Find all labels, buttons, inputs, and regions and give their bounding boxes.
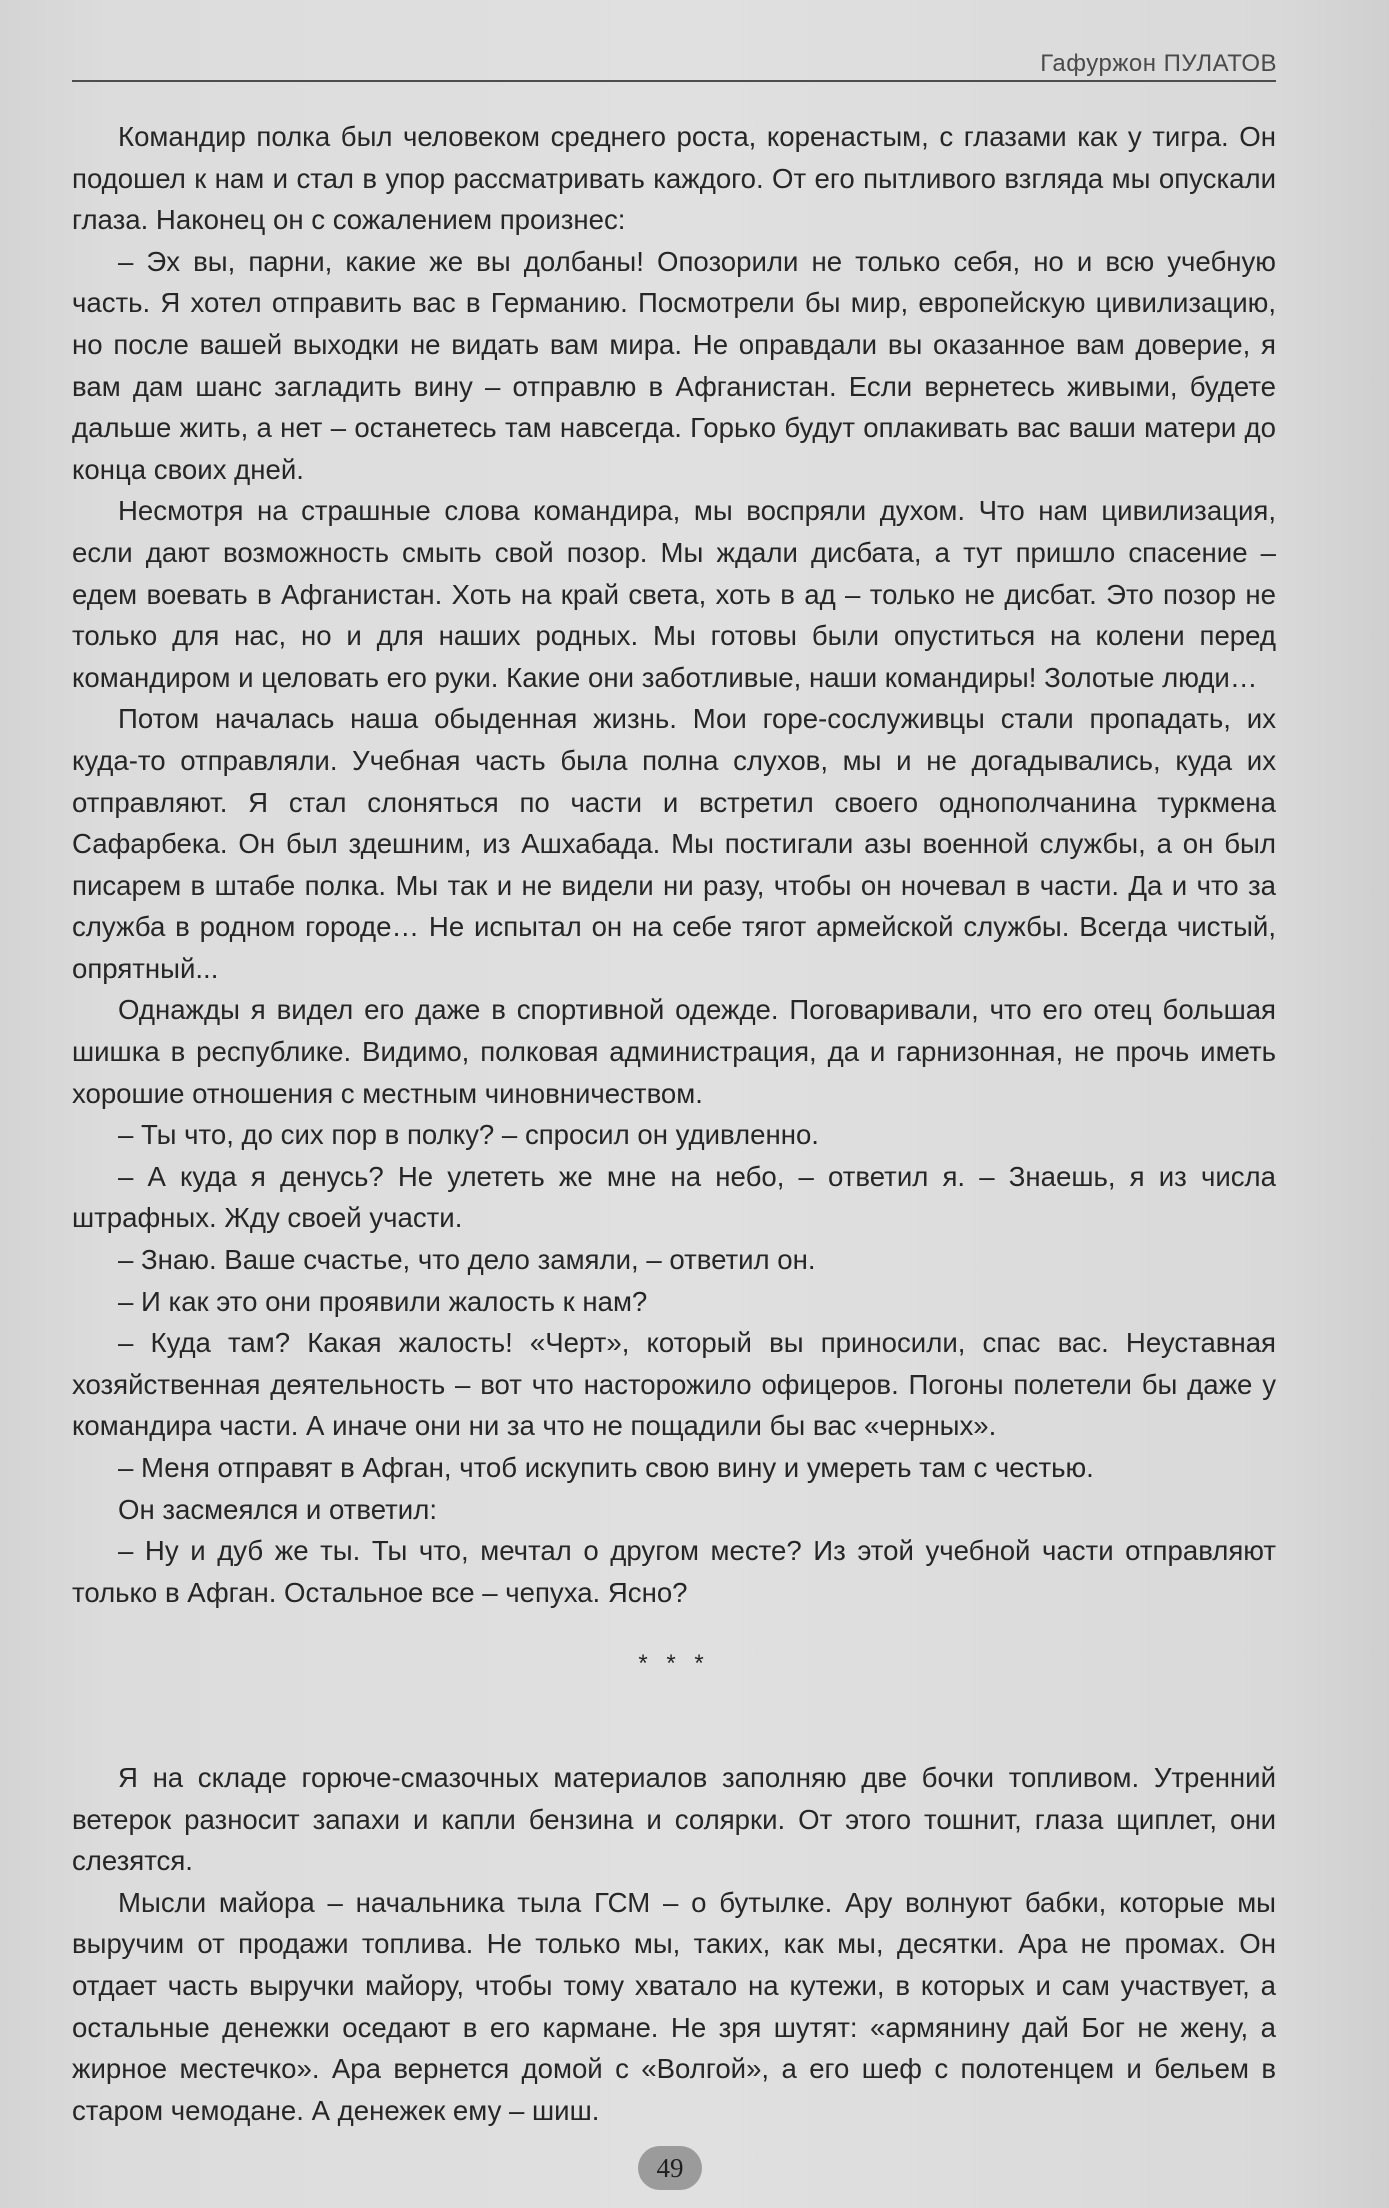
- page-number: 49: [638, 2146, 702, 2190]
- paragraph: Однажды я видел его даже в спортивной одежде. Поговаривали, что его отец большая шишка в республике. Видимо, полковая администрация, да и гарнизонная, не прочь иметь хорошие отношения с местным чиновничеством.: [72, 994, 1276, 1109]
- paragraph: – А куда я денусь? Не улететь же мне на небо, – ответил я. – Знаешь, я из числа штрафных. Жду своей участи.: [72, 1160, 1276, 1234]
- section-separator: * * *: [638, 1650, 710, 1678]
- paragraph: Командир полка был человеком среднего роста, коренастым, с глазами как у тигра. Он подошел к нам и стал в упор рассматривать каждого. От его пытливого взгляда мы опускали глаза. Наконец он с сожалением произнес:: [72, 121, 1276, 236]
- header-rule: [72, 80, 1276, 82]
- paragraph: – Ты что, до сих пор в полку? – спросил он удивленно.: [118, 1119, 819, 1151]
- paragraph: – Эх вы, парни, какие же вы долбаны! Опозорили не только себя, но и всю учебную часть. Я хотел отправить вас в Германию. Посмотрели бы мир, европейскую цивилизацию, но после вашей выходки не видать вам мира. Не оправдали вы оказанное вам доверие, я вам дам шанс загладить вину – отправлю в Афганистан. Если вернетесь живыми, будете дальше жить, а нет – останетесь там навсегда. Горько будут оплакивать вас ваши матери до конца своих дней.: [72, 245, 1276, 485]
- paragraph: – Ну и дуб же ты. Ты что, мечтал о другом месте? Из этой учебной части отправляют только в Афган. Остальное все – чепуха. Ясно?: [72, 1535, 1276, 1608]
- paragraph: – И как это они проявили жалость к нам?: [118, 1285, 648, 1317]
- paragraph: Потом началась наша обыденная жизнь. Мои горе-сослуживцы стали пропадать, их куда-то отправляли. Учебная часть была полна слухов, мы и не догадывались, куда их отправляют. Я стал слоняться по части и встретил своего однополчанина туркмена Сафарбека. Он был здешним, из Ашхабада. Мы постигали азы военной службы, а он был писарем в штабе полка. Мы так и не видели ни разу, чтобы он ночевал в части. Да и что за служба в родном городе… Не испытал он на себе тягот армейской службы. Всегда чистый, опрятный...: [72, 703, 1276, 984]
- paragraph: Он засмеялся и ответил:: [118, 1493, 437, 1525]
- body-text: [72, 116, 1276, 2131]
- paragraph: – Меня отправят в Афган, чтоб искупить свою вину и умереть там с честью.: [118, 1452, 1094, 1483]
- paragraph: Мысли майора – начальника тыла ГСМ – о бутылке. Ару волнуют бабки, которые мы выручим от продажи топлива. Не только мы, таких, как мы, десятки. Ара не промах. Он отдает часть выручки майору, чтобы тому хватало на кутежи, в которых и сам участвует, а остальные денежки оседают в его кармане. Не зря шутят: «армянину дай Бог не жену, а жирное местечко». Ара вернется домой с «Волгой», а его шеф с полотенцем и бельем в старом чемодане. А денежек ему – шиш.: [72, 1886, 1276, 2126]
- paragraph: Несмотря на страшные слова командира, мы воспряли духом. Что нам цивилизация, если дают возможность смыть свой позор. Мы ждали дисбата, а тут пришло спасение – едем воевать в Афганистан. Хоть на край света, хоть в ад – только не дисбат. Это позор не только для нас, но и для наших родных. Мы готовы были опуститься на колени перед командиром и целовать его руки. Какие они заботливые, наши командиры! Золотые люди…: [72, 495, 1276, 693]
- paragraph: – Знаю. Ваше счастье, что дело замяли, – ответил он.: [118, 1244, 816, 1276]
- paragraph: Я на складе горюче-смазочных материалов заполняю две бочки топливом. Утренний ветерок разносит запахи и капли бензина и солярки. От этого тошнит, глаза щиплет, они слезятся.: [72, 1761, 1276, 1877]
- running-head: Гафуржон ПУЛАТОВ: [1040, 50, 1277, 77]
- paragraph: – Куда там? Какая жалость! «Черт», который вы приносили, спас вас. Неуставная хозяйственная деятельность – вот что насторожило офицеров. Погоны полетели бы даже у командира части. А иначе они ни за что не пощадили бы вас «черных».: [72, 1327, 1276, 1442]
